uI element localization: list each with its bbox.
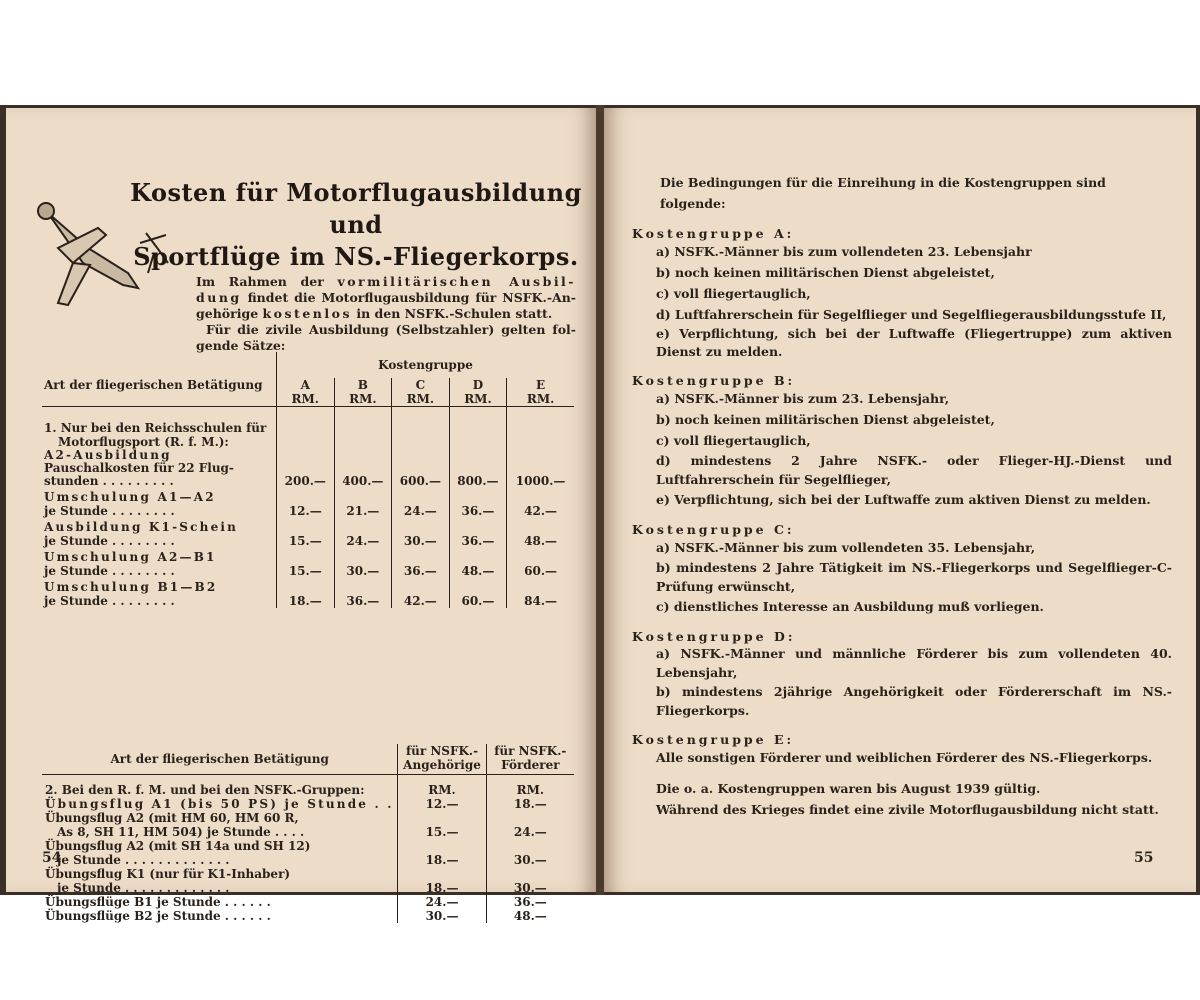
section-1-label: 1. Nur bei den Reichsschulen für Motorflugsport (R. f. M.): [44, 421, 267, 449]
book-gutter [596, 105, 604, 895]
table-row: Übungsflug A1 (bis 50 PS) je Stunde . . 12.— 18.— [42, 797, 574, 811]
table-row: Übungsflug K1 (nur für K1-Inhaber) je Stunde . . . . . . . . . . . . . 18.— 30.— [42, 867, 574, 895]
table-row: Umschulung A2—B1 je Stunde . . . . . . . . 15.— 30.— 36.— 48.— 60.— [42, 548, 574, 578]
column-header-activity-2: Art der fliegerischen Betätigung [42, 744, 398, 775]
table-row: Übungsflug A2 (mit SH 14a und SH 12) je Stunde . . . . . . . . . . . . . 18.— 30.— [42, 839, 574, 867]
right-page [604, 108, 1196, 892]
cost-table-2: Art der fliegerischen Betätigung für NSFK.- Angehörige für NSFK.- Förderer 2. Bei den R. f. M. und bei den NSFK.-Gruppen: RM. RM. Übungsflug A1 (bis 50 PS) je Stunde . . 12.— 18.— Übungsflug A2 (mit HM 60, HM 60 R, As 8, SH 11, HM 504) je Stunde . . . . 15.— 24.— Übungsflug A2 (mit SH 14a und SH 12) je Stunde . . . . . . . . . . . . . 18.— 30.— Übungsflug K1 (nur für K1-Inhaber) je Stunde . . . . . . . . . . . . . 18.— 30.— Übungsflüge B1 je Stunde . . . . . . 24.— 36.— Übungsflüge B2 je Stunde . . . . . . 30.— 48.— [42, 744, 574, 923]
col-letter-c: C RM. [392, 378, 450, 407]
table-row: Übungsflug A2 (mit HM 60, HM 60 R, As 8, SH 11, HM 504) je Stunde . . . . 15.— 24.— [42, 811, 574, 839]
table-row: Umschulung B1—B2 je Stunde . . . . . . . . 18.— 36.— 42.— 60.— 84.— [42, 578, 574, 608]
page-number-left: 54 [42, 850, 62, 866]
page-title-line1: Kosten für Motorflugausbildung [130, 178, 582, 207]
page-title-line3: Sportflüge im NS.-Fliegerkorps. [133, 242, 579, 271]
group-d-heading: Kostengruppe D: [632, 629, 796, 644]
wartime-note: Während des Krieges findet eine zivile Motorflugausbildung nicht statt. [656, 802, 1159, 817]
col-letter-e: E RM. [507, 378, 574, 407]
group-b-heading: Kostengruppe B: [632, 373, 796, 388]
table-row: Umschulung A1—A2 je Stunde . . . . . . . . 12.— 21.— 24.— 36.— 42.— [42, 488, 574, 518]
column-header-sponsors: für NSFK.- Förderer [486, 744, 574, 775]
cost-table-1 [42, 352, 574, 608]
intro-paragraph: Im Rahmen der vormilitärischen Ausbil- dung findet die Motorflugausbildung für NSFK.-An- gehörige kostenlos in den NSFK.-Schulen statt. Für die zivile Ausbildung (Selbstzahler) gelten fol- gende Sätze: [196, 274, 576, 353]
validity-note: Die o. a. Kostengruppen waren bis August 1939 gültig. [656, 781, 1041, 796]
left-page [6, 108, 596, 923]
section-2-label: 2. Bei den R. f. M. und bei den NSFK.-Gruppen: [45, 783, 365, 797]
col-letter-d: D RM. [449, 378, 507, 407]
col-letter-b: B RM. [334, 378, 392, 407]
conditions-list: Die Bedingungen für die Einreihung in die Kostengruppen sind folgende: Kostengruppe A: a) NSFK.-Männer bis zum vollendeten 23. Lebensjahr b) noch keinen militärischen Dienst abgeleistet, c) voll fliegertauglich, d) Luftfahrerschein für Segelflieger und Segelfliegerausbildungsstufe II, e) Verpflichtung, sich bei der Luftwaffe (Fliegertruppe) zum aktiven Dienst zu melden. Kostengruppe B: a) NSFK.-Männer bis zum 23. Lebensjahr, b) noch keinen militärischen Dienst abgeleistet, c) voll fliegertauglich, d) mindestens 2 Jahre NSFK.- oder Flieger-HJ.-Dienst und Luftfahrerschein für Segelflieger, e) Verpflichtung, sich bei der Luftwaffe zum aktiven Dienst zu melden. Kostengruppe C: a) NSFK.-Männer bis zum vollendeten 35. Lebensjahr, b) mindestens 2 Jahre Tätigkeit im NS.-Fliegerkorps und Segelflieger-C-Prüfung erwünscht, c) dienstliches Interesse an Ausbildung muß vorliegen. Kostengruppe D: a) NSFK.-Männer und männliche Förderer bis zum vollendeten 40. Lebensjahr, b) mindestens 2jährige Angehörigkeit oder Fördererschaft im NS.-Fliegerkorps. Kostengruppe E: Alle sonstigen Förderer und weiblichen Förderer des NS.-Fliegerkorps. Die o. a. Kostengruppen waren bis August 1939 gültig. Während des Krieges findet eine zivile Motorflugausbildung nicht statt. [632, 172, 1172, 820]
column-header-members: für NSFK.- Angehörige [398, 744, 486, 775]
table-row: A2-Ausbildung Pauschalkosten für 22 Flug- stunden . . . . . . . . . 200.— 400.— 600.— 800.— 1000.— [42, 449, 574, 488]
group-a-heading: Kostengruppe A: [632, 226, 795, 241]
table-row: Ausbildung K1-Schein je Stunde . . . . . . . . 15.— 24.— 30.— 36.— 48.— [42, 518, 574, 548]
open-booklet [0, 105, 1200, 923]
page-title-line2: und [329, 210, 383, 239]
group-c-heading: Kostengruppe C: [632, 522, 795, 537]
col-letter-a: A RM. [277, 378, 335, 407]
page-number-right: 55 [1134, 850, 1154, 866]
table-row: Übungsflüge B1 je Stunde . . . . . . 24.— 36.— [42, 895, 574, 909]
conditions-heading: Die Bedingungen für die Einreihung in die Kostengruppen sind folgende: [660, 175, 1106, 211]
column-header-cost-group: Kostengruppe [277, 352, 575, 378]
group-e-heading: Kostengruppe E: [632, 732, 795, 747]
table-row: Übungsflüge B2 je Stunde . . . . . . 30.— 48.— [42, 909, 574, 923]
column-header-activity: Art der fliegerischen Betätigung [42, 352, 277, 407]
